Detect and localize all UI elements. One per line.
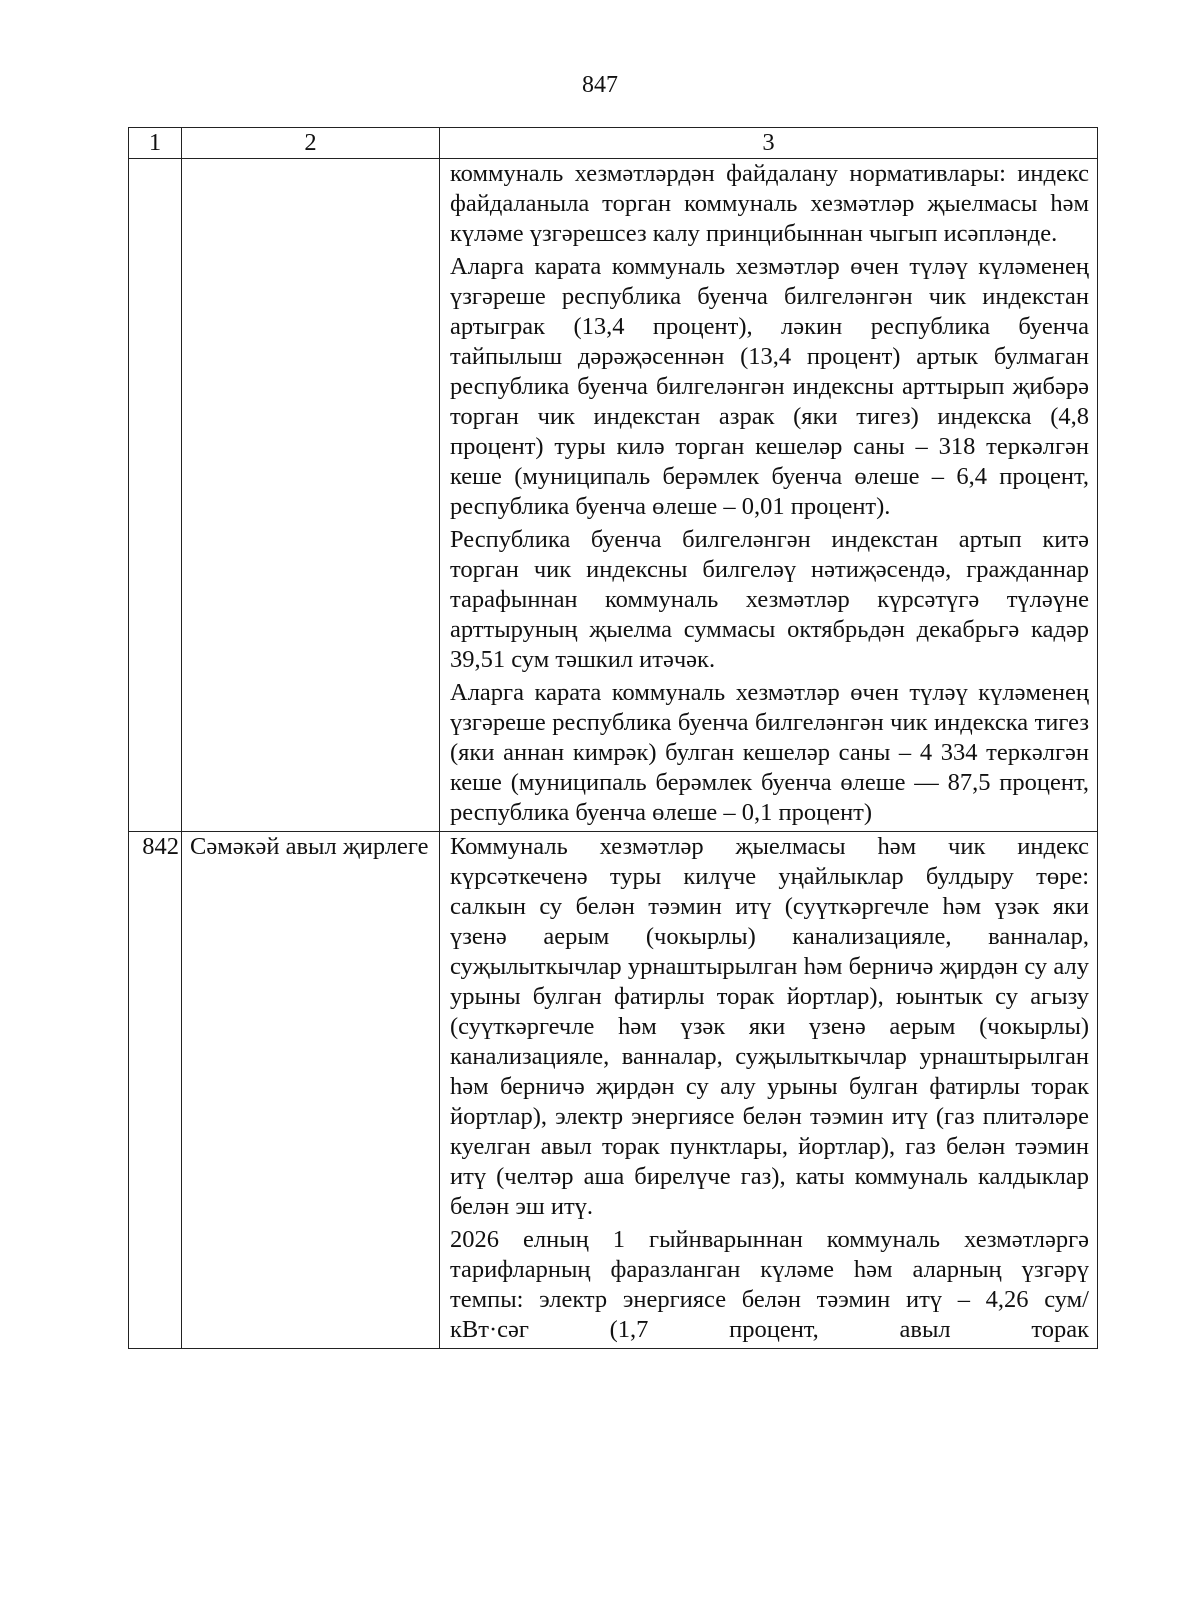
row-number-cell: 842 — [129, 832, 182, 1349]
row-number-cell — [129, 159, 182, 832]
row-name-cell — [182, 159, 440, 832]
paragraph: Республика буенча билгеләнгән индекстан артып китә торган чик индексны билгеләү нәтиҗәсендә, гражданнар тарафыннан коммуналь хезмәтләр күрсәтүгә түләүне арттыруның җыелма суммасы октябрьдән декабрьгә кадәр 39,51 сум тәшкил итәчәк. — [450, 526, 1089, 673]
header-cell-2: 2 — [182, 128, 440, 159]
row-text-cell — [440, 159, 1098, 832]
document-table — [128, 127, 1098, 1349]
row-name-cell: Сәмәкәй авыл җирлеге — [182, 832, 440, 1349]
paragraph: 2026 елның 1 гыйнварыннан коммуналь хезмәтләргә тарифларның фаразланган күләме һәм аларның үзгәрү темпы: электр энергиясе белән тәэмин итү – 4,26 сум/кВт·сәг (1,7 процент, авыл торак — [450, 1226, 1089, 1343]
paragraph: Аларга карата коммуналь хезмәтләр өчен түләү күләменең үзгәреше республика буенча билгеләнгән чик индекстан артыграк (13,4 процент), ләкин республика буенча тайпылыш дәрәҗәсеннән (13,4 процент) артык булмаган республика буенча билгеләнгән индексны арттырып җибәрә торган чик индекстан азрак (яки тигез) индекска (4,8 процент) туры килә торган кешеләр саны – 318 теркәлгән кеше (муниципаль берәмлек буенча өлеше – 6,4 процент, республика буенча өлеше – 0,01 процент). — [450, 253, 1089, 520]
table-row — [129, 159, 1098, 832]
header-cell-1: 1 — [129, 128, 182, 159]
paragraph: Коммуналь хезмәтләр җыелмасы һәм чик индекс күрсәткеченә туры килүче уңайлыклар булдыру төре: салкын су белән тәэмин итү (суүткәргечле һәм үзәк яки үзенә аерым (чокырлы) канализацияле, ванналар, суҗылыткычлар урнаштырылган һәм берничә җирдән су алу урыны булган фатирлы торак йортлар), юынтык су агызу (суүткәргечле һәм үзәк яки үзенә аерым (чокырлы) канализацияле, ванналар, суҗылыткычлар урнаштырылган һәм берничә җирдән су алу урыны булган фатирлы торак йортлар), электр энергиясе белән тәэмин итү (газ плитәләре куелган авыл торак пунктлары, йортлар), газ белән тәэмин итү (челтәр аша бирелүче газ), каты коммуналь калдыклар белән эш итү. — [450, 833, 1089, 1220]
paragraph: коммуналь хезмәтләрдән файдалану нормативлары: индекс файдаланыла торган коммуналь хезмәтләр җыелмасы һәм күләме үзгәрешсез калу принцибыннан чыгып исәпләнде. — [450, 160, 1089, 247]
table-row — [129, 832, 1098, 1349]
table-header-row — [129, 128, 1098, 159]
header-cell-3: 3 — [440, 128, 1098, 159]
paragraph: Аларга карата коммуналь хезмәтләр өчен түләү күләменең үзгәреше республика буенча билгеләнгән чик индекска тигез (яки аннан кимрәк) булган кешеләр саны – 4 334 теркәлгән кеше (муниципаль берәмлек буенча өлеше — 87,5 процент, республика буенча өлеше – 0,1 процент) — [450, 679, 1089, 826]
row-text-cell — [440, 832, 1098, 1349]
page-number: 847 — [582, 72, 618, 98]
